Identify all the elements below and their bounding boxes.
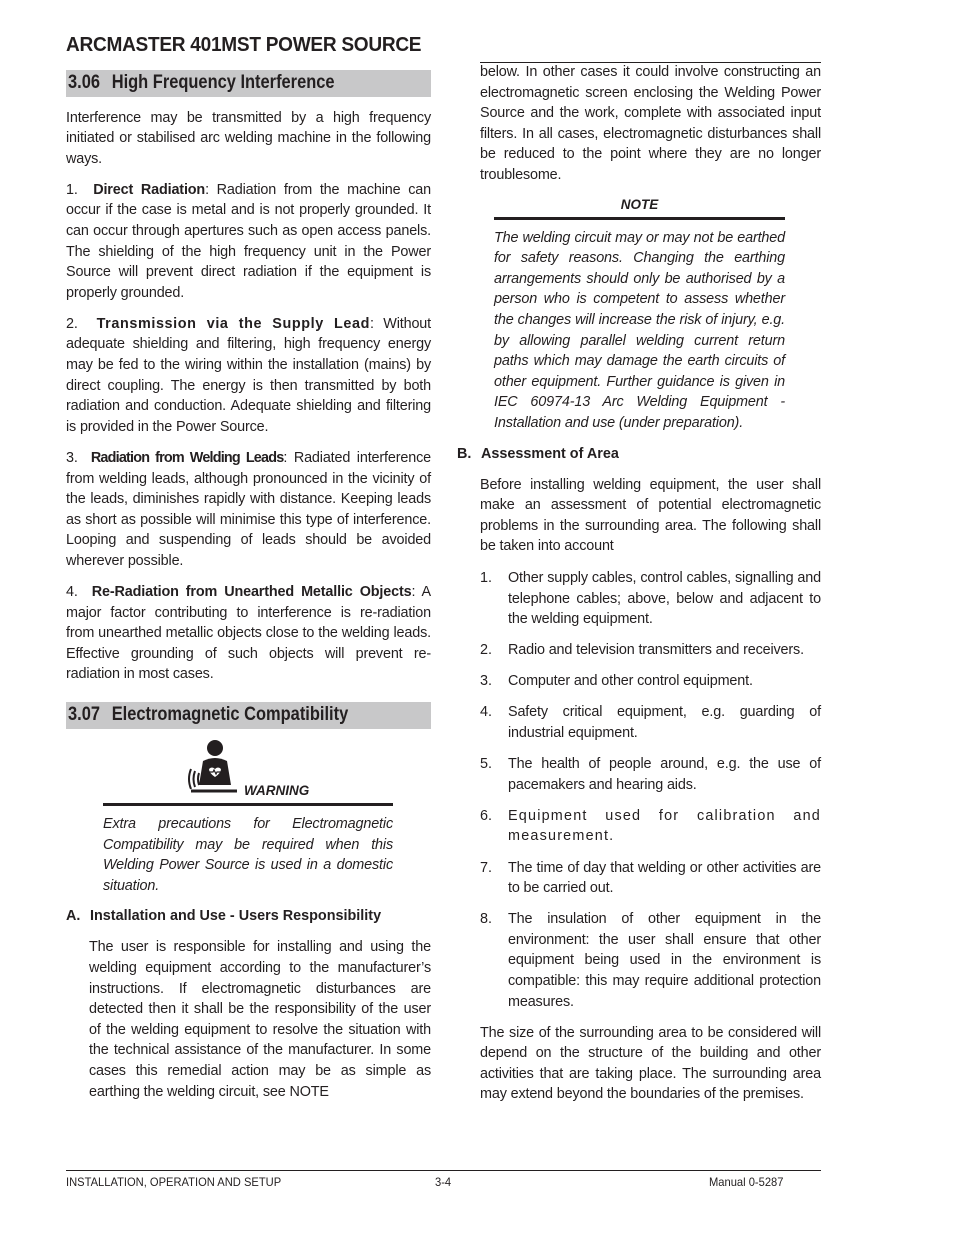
note-label: NOTE [494,196,785,220]
list-number: 2. [480,642,493,659]
note-text: The welding circuit may or may not be earthed for safety reasons. Changing the earthing arrangements should only be authorised by a person who is competent to assess whether the changes will increase the risk of injury, e.g. by allowing parallel welding current return paths which may damage the earth circuits of other equipment. Further guidance is given in IEC 60974-13 Arc Welding Equipment - Installation and use (under preparation). [494,229,785,431]
hf-item-1 [66,180,431,304]
hf-item-2 [66,314,431,438]
list-item [480,671,821,692]
footer-page-number: 3-4 [435,1175,452,1189]
subsection-a-heading [66,906,431,927]
item-number: 2. [66,315,78,332]
pacemaker-warning-icon [187,739,241,799]
list-text: The health of people around, e.g. the use of pacemakers and hearing aids. [508,756,821,793]
list-number: 8. [480,911,493,928]
subsection-title: Assessment of Area [481,445,619,462]
list-text: Other supply cables, control cables, signalling and telephone cables; above, below and adjacent to the welding equipment. [508,569,821,628]
list-item [480,858,821,899]
list-text: The insulation of other equipment in the environment: the user shall ensure that other equipment being used in the environment is compatible: this may require additional protection measures. [508,911,821,1010]
subsection-a-body [66,937,431,1102]
list-item [480,806,821,847]
warning-rule [103,803,393,806]
subsection-b-heading [457,444,821,465]
section-heading-3-07 [66,702,431,729]
warning-label: WARNING [244,782,310,798]
list-item [480,640,821,661]
assessment-intro: Before installing welding equipment, the user shall make an assessment of potential electromagnetic problems in the surrounding area. The following shall be taken into account [480,476,821,555]
item-text: : Radiated interference from welding leads, although pronounced in the vicinity of the leads, diminishes rapidly with distance. Keeping leads as short as possible will minimise this type of interference. Looping and suspending of leads should be avoided wherever possible. [66,449,431,569]
item-text: : Radiation from the machine can occur if the case is metal and is not properly grounded. It can occur through apertures such as open access panels. The shielding of the high frequency unit in the Power Source will prevent direct radiation if the equipment is properly grounded. [66,181,431,301]
item-number: 4. [66,583,78,600]
list-number: 7. [480,859,493,876]
section-number: 3.06 [68,72,100,93]
list-item [480,702,821,743]
list-text: The time of day that welding or other activities are to be carried out. [508,859,821,897]
section-number: 3.07 [68,703,100,725]
subsection-title: Installation and Use - Users Responsibility [90,908,382,925]
item-bold-label: Direct Radiation [93,181,206,198]
footer-manual-number: Manual 0-5287 [709,1175,784,1189]
list-item [480,754,821,795]
item-text: : Without adequate shielding and filtering, high frequency energy may be fed to the wiring within the installation (mains) by direct coupling. The energy is then transmitted by both radiation and conduction. Adequate shielding and filtering is provided in the Power Source. [66,315,431,435]
warning-text: Extra precautions for Electromagnetic Compatibility may be required when this Welding Power Source is used in a domestic situation. [103,815,393,894]
section-title: High Frequency Interference [111,72,335,93]
list-number: 1. [480,569,493,586]
hf-item-3 [66,448,431,572]
list-text: Computer and other control equipment. [508,673,753,690]
item-text: : A major factor contributing to interference is re-radiation from unearthed metallic objects close to the welding leads. Effective grounding of such objects will prevent re-radiation in most cases. [66,583,431,683]
list-text: Radio and television transmitters and receivers. [508,642,804,659]
warning-callout [103,739,393,896]
item-number: 1. [66,181,78,198]
list-text: Equipment used for calibration and measurement. [508,807,821,845]
subsection-letter: B. [457,445,472,462]
item-bold-label: Re-Radiation from Unearthed Metallic Objects [91,583,412,600]
subsection-letter: A. [66,908,81,925]
list-item [480,909,821,1012]
assessment-closing: The size of the surrounding area to be considered will depend on the structure of the building and other activities that are taking place. The surrounding area may extend beyond the boundaries of the premises. [480,1024,821,1103]
list-text: Safety critical equipment, e.g. guarding of industrial equipment. [508,704,821,742]
list-number: 5. [480,756,493,773]
assessment-list [480,568,821,1012]
footer-section-name: INSTALLATION, OPERATION AND SETUP [66,1175,282,1189]
item-number: 3. [66,449,78,466]
user-responsibility-continued: below. In other cases it could involve constructing an electromagnetic screen enclosing the Welding Power Source and the work, complete with associated input filters. In all cases, electromagnetic disturbances shall be reduced to the point where they are no longer troublesome. [480,64,821,183]
section-heading-3-06 [66,70,431,97]
right-column [457,62,821,1105]
list-number: 6. [480,807,493,824]
user-responsibility-paragraph: The user is responsible for installing and using the welding equipment according to the manufacturer’s instructions. If electromagnetic disturbances are detected then it shall be the responsibility of the user of the welding equipment to resolve the situation with the technical assistance of the manufacturer. In some cases this remedial action may be as simple as earthing the welding circuit, see NOTE [89,939,431,1100]
list-item [480,568,821,630]
hf-intro-paragraph: Interference may be transmitted by a high frequency initiated or stabilised arc welding machine in the following ways. [66,109,431,167]
left-column [66,70,431,1102]
hf-item-4 [66,582,431,685]
footer-rule [66,1170,821,1171]
page-title: ARCMASTER 401MST POWER SOURCE [66,33,422,56]
note-callout [494,196,785,434]
item-bold-label: Radiation from Welding Leads [90,449,284,466]
item-bold-label: Transmission via the Supply Lead [96,315,370,332]
list-number: 4. [480,704,493,721]
list-number: 3. [480,673,493,690]
section-title: Electromagnetic Compatibility [111,703,349,725]
